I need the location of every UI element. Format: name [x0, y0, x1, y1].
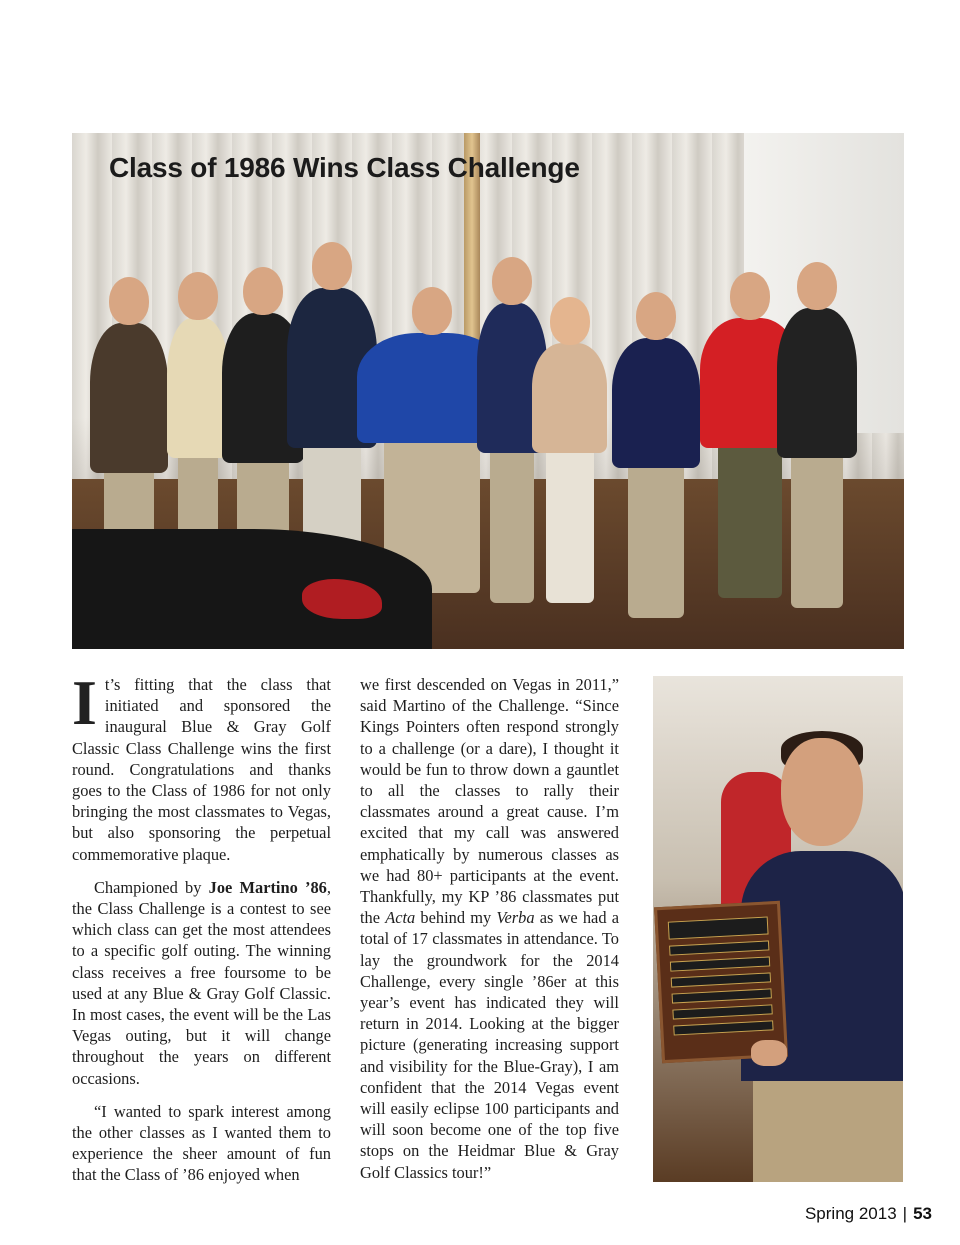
article-paragraph: [360, 674, 619, 1183]
photo-face: [781, 738, 863, 846]
latin-word: Acta: [385, 908, 416, 928]
drop-cap: I: [72, 667, 97, 738]
issue-label: Spring 2013: [804, 1204, 897, 1223]
photo-hand: [751, 1040, 787, 1066]
article-paragraph: [72, 877, 331, 1089]
footer-separator: |: [902, 1204, 908, 1223]
paragraph-text: t’s fitting that the class that initiated and sponsored the inaugural Blue & Gray Golf Classic Class Challenge wins the first round. Congratulations and thanks goes to the Class of 1986 for not only bringing the most classmates to Vegas, but also sponsoring the perpetual commemorative plaque.: [72, 675, 331, 864]
photo-person: [532, 343, 607, 453]
plaque-image: [654, 901, 788, 1063]
photo-table: [72, 529, 432, 649]
photo-pants: [753, 1081, 903, 1182]
photo-person: [612, 338, 700, 468]
latin-word: Verba: [496, 908, 535, 928]
article-column-middle: [360, 674, 619, 1195]
page-footer: [805, 1204, 932, 1224]
paragraph-text: we first descended on Vegas in 2011,” said Martino of the Challenge. “Since Kings Pointers often respond strongly to a challenge (or a dare), I thought it would be fun to throw down a gauntlet to all the classes to rally their classmates around a great cause. I’m excited that my call was answered emphatically by numerous classes as we had 80+ participants at the event. Thankfully, my KP ’86 classmates put the: [360, 675, 619, 928]
paragraph-text: as we had a total of 17 classmates in attendance. To lay the groundwork for the 2014 Challenge, every single ’86er at this year’s event has indicated they will return in 2014. Looking at the bigger picture (generating increasing support and visibility for the Blue-Gray), I am confident that the 2014 Vegas event will easily eclipse 100 participants and will soon become one of the top five stops on the Heidmar Blue & Gray Golf Classics tour!”: [360, 908, 619, 1182]
paragraph-text: behind my: [415, 908, 497, 928]
group-photo: [72, 133, 904, 649]
person-name: Joe Martino ’86: [208, 877, 327, 897]
photo-person: [90, 323, 168, 473]
paragraph-text: , the Class Challenge is a contest to see which class can get the most attendees to a specific golf outing. The winning class receives a free foursome to be used at any Blue & Gray Golf Classic. In most cases, the event will be the Las Vegas outing, but it will change throughout the years on different occasions.: [72, 877, 331, 1088]
paragraph-text: Championed by: [94, 877, 209, 897]
photo-person: [167, 318, 229, 458]
photo-person: [777, 308, 857, 458]
portrait-photo: [653, 676, 903, 1182]
article-paragraph: [72, 667, 331, 865]
article-column-left: [72, 667, 331, 1198]
article-paragraph: “I wanted to spark interest among the other classes as I wanted them to experience the sheer amount of fun that the Class of ’86 enjoyed when: [72, 1101, 331, 1185]
page-title: Class of 1986 Wins Class Challenge: [109, 152, 580, 183]
page-number: 53: [913, 1204, 932, 1223]
